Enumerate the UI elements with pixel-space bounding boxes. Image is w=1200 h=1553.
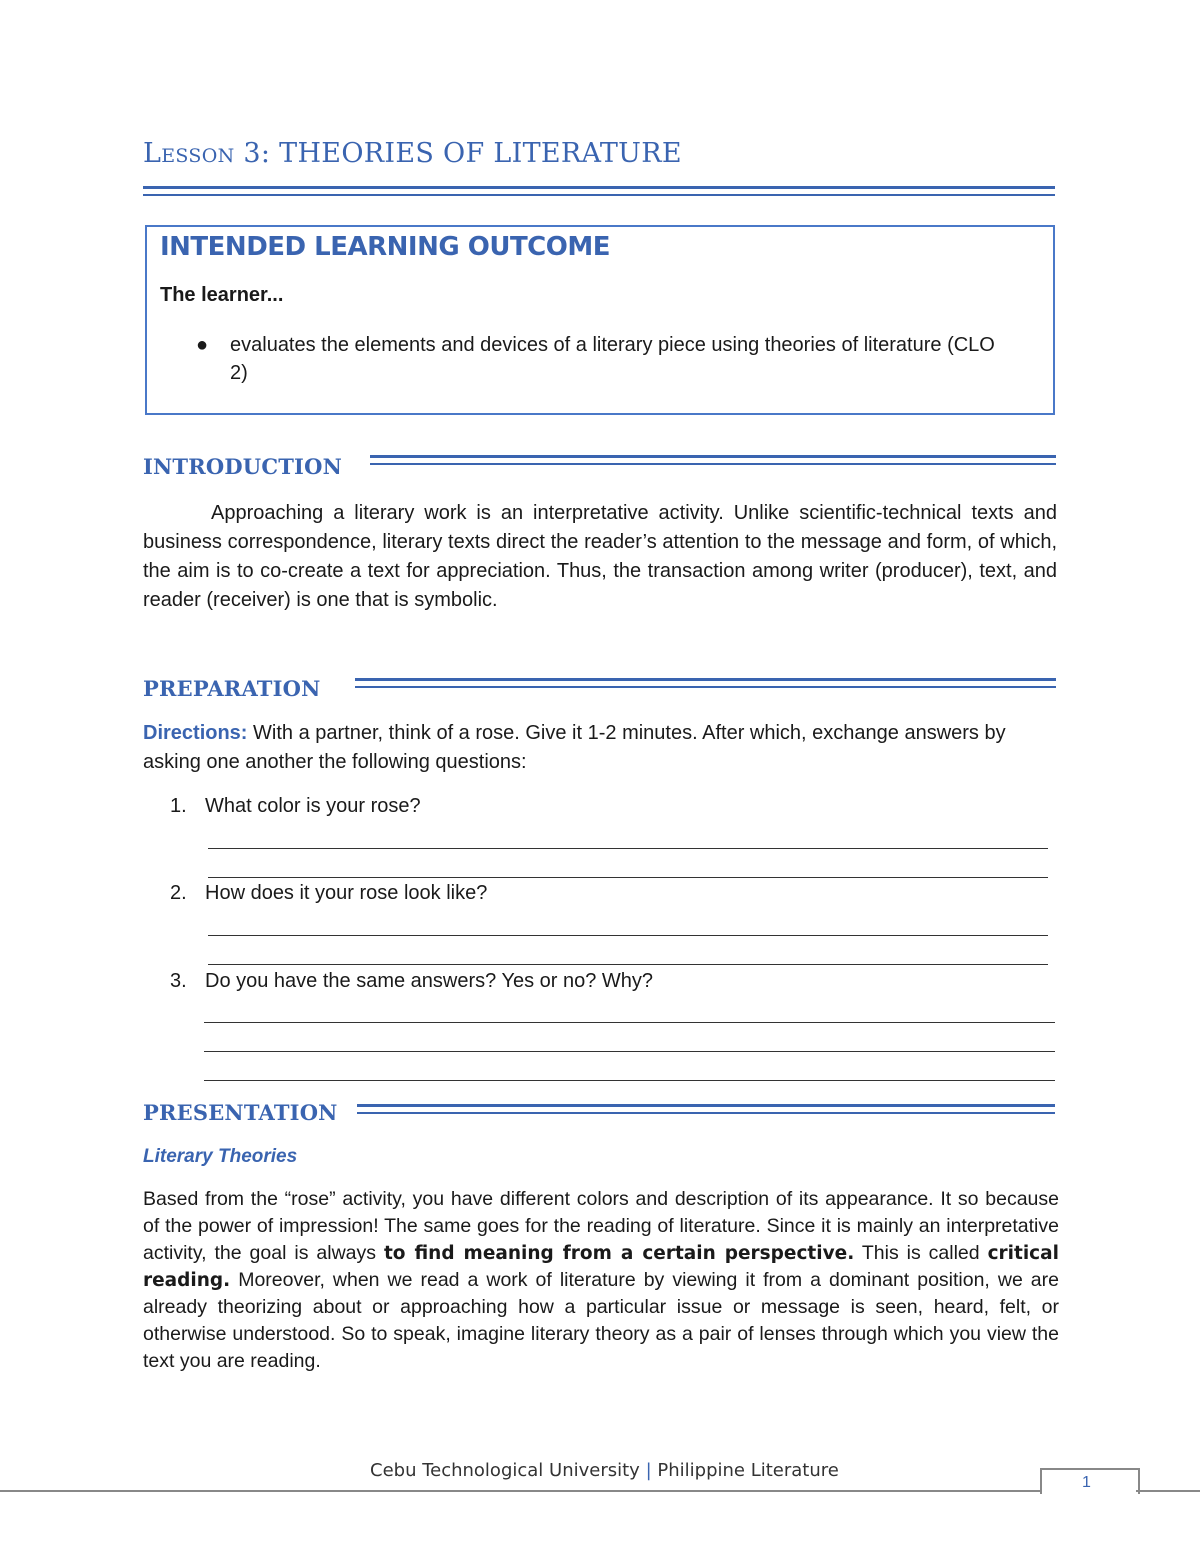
- presentation-text-1: Based from the “rose” activity, you have different colors and description of its appearance. It so because of the power of impression! The same goes for the reading of literature. Since it is mainly an interpretative activity, the goal is always: [143, 1188, 1059, 1264]
- footer-separator: |: [645, 1460, 652, 1481]
- answer-line[interactable]: [204, 1080, 1055, 1081]
- lesson-title-text: : THEORIES OF LITERATURE: [260, 138, 682, 169]
- answer-line[interactable]: [204, 1022, 1055, 1023]
- presentation-text-2: This is called: [854, 1242, 988, 1264]
- prep-rule-bottom: [355, 686, 1056, 688]
- page-number: 1: [1082, 1474, 1091, 1491]
- question-number: 2.: [170, 882, 187, 904]
- footer-rule: [0, 1490, 1040, 1492]
- title-rule-top: [143, 186, 1055, 189]
- preparation-heading: PREPARATION: [143, 676, 321, 701]
- question-text: What color is your rose?: [205, 795, 421, 817]
- presentation-bold-2: critical reading.: [143, 1243, 1059, 1291]
- lesson-prefix: Lesson 3: [143, 138, 261, 169]
- footer-university: Cebu Technological University: [370, 1460, 640, 1481]
- directions-label: Directions:: [143, 722, 248, 744]
- question-text: Do you have the same answers? Yes or no? Why?: [205, 970, 654, 992]
- question-number: 1.: [170, 795, 187, 817]
- question-number: 3.: [170, 970, 187, 992]
- learner-label: The learner...: [160, 284, 284, 306]
- literary-theories-heading: Literary Theories: [143, 1146, 298, 1167]
- pres-rule-top: [357, 1104, 1055, 1107]
- footer-rule-right: [1136, 1490, 1200, 1492]
- outcome-heading: INTENDED LEARNING OUTCOME: [160, 232, 610, 262]
- presentation-paragraph: [143, 1186, 1059, 1375]
- pres-rule-bottom: [357, 1112, 1055, 1114]
- intro-rule-top: [370, 455, 1056, 458]
- footer-course: Philippine Literature: [657, 1460, 839, 1481]
- answer-line[interactable]: [204, 1051, 1055, 1052]
- answer-line[interactable]: [208, 964, 1048, 965]
- introduction-heading: INTRODUCTION: [143, 454, 342, 479]
- intro-rule-bottom: [370, 463, 1056, 465]
- title-rule-bottom: [143, 194, 1055, 196]
- answer-line[interactable]: [208, 848, 1048, 849]
- presentation-bold-1: to find meaning from a certain perspective.: [383, 1243, 855, 1264]
- bullet-dot-icon: ●: [196, 334, 209, 356]
- outcome-bullet: evaluates the elements and devices of a literary piece using theories of literature (CLO 2): [230, 334, 995, 384]
- directions: [143, 719, 1043, 777]
- presentation-heading: PRESENTATION: [143, 1100, 338, 1125]
- directions-text: With a partner, think of a rose. Give it 1-2 minutes. After which, exchange answers by asking one another the following questions:: [143, 722, 1006, 773]
- answer-line[interactable]: [208, 935, 1048, 936]
- presentation-text-3: Moreover, when we read a work of literature by viewing it from a dominant position, we are already theorizing about or approaching how a particular issue or message is seen, heard, felt, or otherwise understood.: [143, 1269, 1059, 1345]
- question-text: How does it your rose look like?: [205, 882, 488, 904]
- lesson-title: [143, 138, 682, 169]
- presentation-text-4: So to speak, imagine literary theory as a pair of lenses through which you view the text you are reading.: [143, 1323, 1059, 1372]
- answer-line[interactable]: [208, 877, 1048, 878]
- introduction-paragraph: Approaching a literary work is an interpretative activity. Unlike scientific-technical texts and business correspondence, literary texts direct the reader’s attention to the message and form, of which, the aim is to co-create a text for appreciation. Thus, the transaction among writer (producer), text, and reader (receiver) is one that is symbolic.: [143, 502, 1057, 611]
- prep-rule-top: [355, 678, 1056, 681]
- footer: [370, 1460, 839, 1481]
